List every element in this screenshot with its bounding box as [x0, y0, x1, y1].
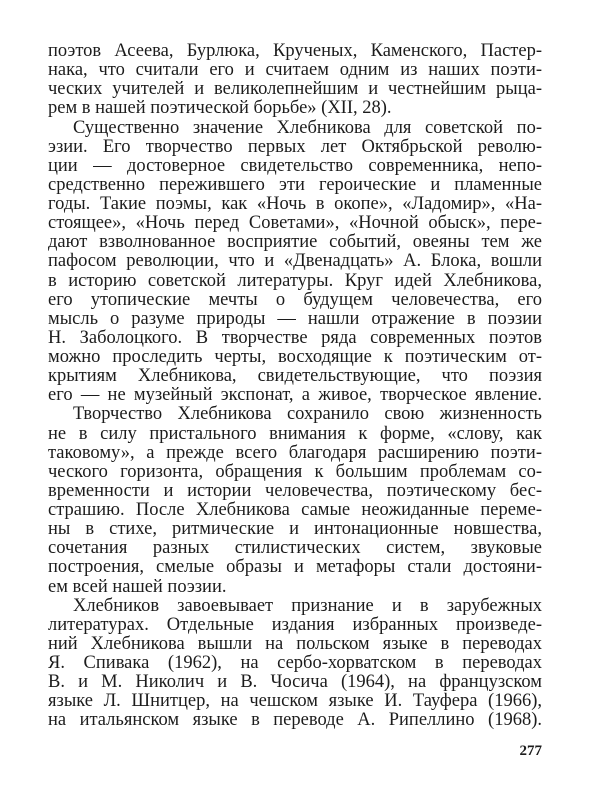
text-line: можно проследить черты, восходящие к поэтическим от-	[48, 347, 542, 367]
text-line: стоящее», «Ночь перед Советами», «Ночной обыск», пере-	[48, 213, 542, 234]
text-line: рем в нашей поэтической борьбе» (XII, 28).	[48, 98, 392, 119]
text-line: ний Хлебникова вышли на польском языке в переводах	[48, 633, 542, 654]
text-line: языке Л. Шнитцер, на чешском языке И. Тауфера (1966),	[48, 691, 542, 712]
text-line: дают взволнованное восприятие событий, овеяны тем же	[48, 232, 542, 253]
text-line: Я. Спивака (1962), на сербо-хорватском в переводах	[48, 653, 542, 673]
text-line: мысль о разуме природы — нашли отражение в поэзии	[48, 308, 542, 329]
text-line: построения, смелые образы и метафоры стали достояни-	[48, 557, 542, 578]
text-line: Существенно значение Хлебникова для советской по-	[73, 117, 542, 138]
text-line: нака, что считали его и считаем одним из наших поэти-	[48, 60, 542, 81]
text-line: ем всей нашей поэзии.	[48, 576, 227, 597]
text-line: ны в стихе, ритмические и интонационные новшества,	[48, 519, 542, 540]
text-line: страшию. После Хлебникова самые неожиданные переме-	[48, 500, 542, 520]
text-line: Н. Заболоцкого. В творчестве ряда современных поэтов	[48, 327, 542, 348]
paragraph-2	[48, 119, 542, 406]
text-line: литературах. Отдельные издания избранных произведе-	[48, 614, 542, 635]
text-line: не в силу пристального внимания к форме, «слову, как	[48, 423, 542, 444]
page-number: 277	[519, 743, 542, 759]
paragraph-4	[48, 597, 542, 731]
text-line: Творчество Хлебникова сохранило свою жизненность	[73, 404, 542, 425]
text-line: в историю советской литературы. Круг идей Хлебникова,	[48, 270, 542, 291]
paragraph-3	[48, 405, 542, 596]
text-line: таковому», а прежде всего благодаря расширению поэти-	[48, 442, 542, 463]
text-line: пафосом революции, что и «Двенадцать» А. Блока, вошли	[48, 251, 542, 272]
body-text	[48, 42, 542, 731]
text-line: эзии. Его творчество первых лет Октябрьской револю-	[48, 136, 542, 157]
text-line: средственно пережившего эти героические и пламенные	[48, 174, 542, 195]
text-line: ческих учителей и великолепнейшим и честнейшим рыца-	[48, 79, 542, 100]
text-line: В. и М. Николич и В. Чосича (1964), на французском	[48, 672, 542, 693]
paragraph-1	[48, 42, 542, 119]
text-line: годы. Такие поэмы, как «Ночь в окопе», «Ладомир», «На-	[48, 194, 542, 214]
text-line: его утопические мечты о будущем человечества, его	[48, 289, 542, 310]
text-line: на итальянском языке в переводе А. Рипеллино (1968).	[48, 710, 542, 731]
text-line: крытиям Хлебникова, свидетельствующие, что поэзия	[48, 366, 542, 387]
text-line: поэтов Асеева, Бурлюка, Крученых, Каменского, Пастер-	[48, 41, 542, 61]
text-line: сочетания разных стилистических систем, звуковые	[48, 538, 542, 559]
text-line: ческого горизонта, обращения к большим проблемам со-	[48, 461, 542, 482]
text-line: Хлебников завоевывает признание и в зарубежных	[73, 595, 542, 616]
text-line: его — не музейный экспонат, а живое, творческое явление.	[48, 385, 542, 406]
text-line: ции — достоверное свидетельство современника, непо-	[48, 155, 542, 176]
text-line: временности и истории человечества, поэтическому бес-	[48, 480, 542, 501]
